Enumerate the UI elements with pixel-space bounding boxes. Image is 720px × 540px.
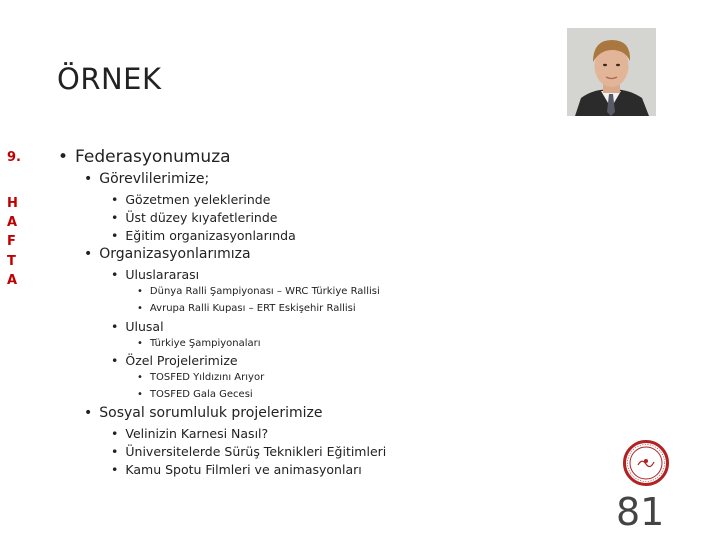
bullet-text: Sosyal sorumluluk projelerimize bbox=[99, 405, 323, 421]
bullet-level4: • TOSFED Gala Gecesi bbox=[137, 389, 253, 400]
seal-icon bbox=[623, 440, 669, 486]
bullet-level3: • Kamu Spotu Filmleri ve animasyonları bbox=[111, 462, 362, 477]
side-letter: A bbox=[7, 215, 18, 231]
slide-title: ÖRNEK bbox=[57, 62, 162, 96]
page-number: 81 bbox=[616, 490, 665, 534]
bullet-text: Federasyonumuza bbox=[75, 147, 231, 167]
bullet-text: Eğitim organizasyonlarında bbox=[125, 228, 296, 243]
bullet-level3: • Özel Projelerimize bbox=[111, 353, 238, 368]
side-letter: F bbox=[7, 234, 16, 250]
bullet-level3: • Velinizin Karnesi Nasıl? bbox=[111, 426, 269, 441]
bullet-level3: • Üst düzey kıyafetlerinde bbox=[111, 210, 278, 225]
bullet-text: Üst düzey kıyafetlerinde bbox=[125, 210, 278, 225]
side-letter: A bbox=[7, 272, 18, 288]
bullet-level3: • Uluslararası bbox=[111, 267, 200, 282]
bullet-text: Organizasyonlarımıza bbox=[99, 246, 251, 262]
bullet-text: Üniversitelerde Sürüş Teknikleri Eğitimleri bbox=[125, 444, 387, 459]
side-letter: T bbox=[7, 253, 16, 269]
side-number: 9. bbox=[7, 150, 21, 165]
bullet-level3: • Ulusal bbox=[111, 319, 164, 334]
bullet-text: Avrupa Ralli Kupası – ERT Eskişehir Rallisi bbox=[149, 303, 356, 314]
bullet-level1: • Federasyonumuza bbox=[58, 147, 231, 167]
bullet-text: Velinizin Karnesi Nasıl? bbox=[125, 426, 269, 441]
bullet-level3: • Üniversitelerde Sürüş Teknikleri Eğitimleri bbox=[111, 444, 387, 459]
bullet-text: Uluslararası bbox=[125, 267, 200, 282]
bullet-text: Görevlilerimize; bbox=[99, 171, 210, 187]
side-letters bbox=[7, 194, 18, 290]
bullet-level2: • Görevlilerimize; bbox=[84, 171, 210, 187]
bullet-text: TOSFED Gala Gecesi bbox=[149, 389, 253, 400]
bullet-text: TOSFED Yıldızını Arıyor bbox=[149, 372, 265, 383]
bullet-level2: • Sosyal sorumluluk projelerimize bbox=[84, 405, 323, 421]
bullet-text: Dünya Ralli Şampiyonası – WRC Türkiye Rallisi bbox=[149, 286, 380, 297]
bullet-text: Gözetmen yeleklerinde bbox=[125, 192, 271, 207]
bullet-level3: • Eğitim organizasyonlarında bbox=[111, 228, 296, 243]
bullet-level3: • Gözetmen yeleklerinde bbox=[111, 192, 271, 207]
portrait-photo bbox=[567, 28, 656, 116]
bullet-level4: • Dünya Ralli Şampiyonası – WRC Türkiye Rallisi bbox=[137, 286, 380, 297]
bullet-level4: • Türkiye Şampiyonaları bbox=[137, 338, 261, 349]
side-letter: H bbox=[7, 196, 18, 211]
portrait-image-icon bbox=[567, 28, 656, 116]
bullet-text: Ulusal bbox=[125, 319, 164, 334]
federation-seal bbox=[623, 440, 669, 486]
bullet-text: Türkiye Şampiyonaları bbox=[149, 338, 261, 349]
bullet-level2: • Organizasyonlarımıza bbox=[84, 246, 251, 262]
bullet-text: Kamu Spotu Filmleri ve animasyonları bbox=[125, 462, 362, 477]
bullet-text: Özel Projelerimize bbox=[125, 353, 238, 368]
bullet-level4: • Avrupa Ralli Kupası – ERT Eskişehir Rallisi bbox=[137, 303, 356, 314]
bullet-level4: • TOSFED Yıldızını Arıyor bbox=[137, 372, 265, 383]
